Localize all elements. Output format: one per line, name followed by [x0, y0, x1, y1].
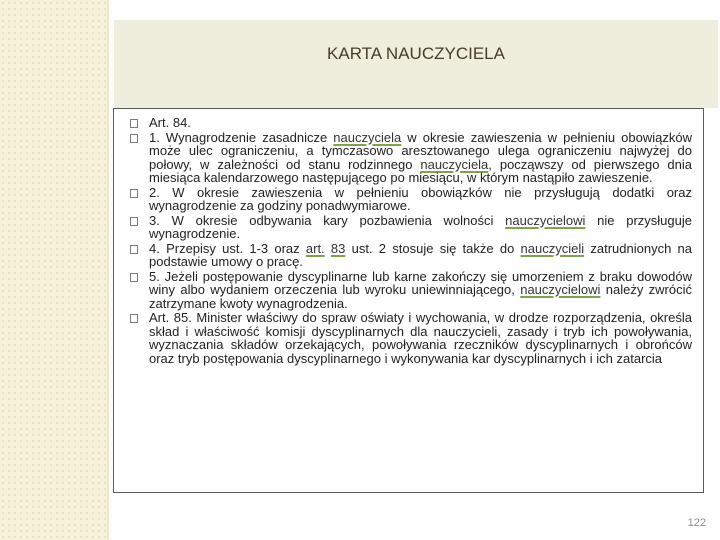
bullet-box-icon [130, 189, 138, 198]
list-item [114, 270, 692, 311]
item-text: Art. 84. [149, 115, 191, 130]
link-nauczycielowi[interactable]: nauczycielowi [505, 212, 586, 228]
page-number: 122 [687, 517, 706, 529]
link-83[interactable]: 83 [330, 240, 346, 256]
side-pattern [0, 0, 107, 540]
item-text: 5. Jeżeli postępowanie dyscyplinarne lub karne zakończy się umorzeniem z braku dowodów winy albo wydaniem orzeczenia lub wyroku uniewinniającego, [149, 268, 692, 297]
item-text: zatrudnionych na podstawie umowy o pracę. [149, 240, 693, 269]
item-text: należy zwrócić zatrzymane kwoty wynagrodzenia. [149, 282, 693, 311]
content-area [114, 116, 692, 366]
bullet-box-icon [130, 119, 138, 128]
list-item [114, 116, 692, 130]
item-text: 3. W okresie odbywania kary pozbawienia wolności [149, 212, 506, 228]
bullet-box-icon [130, 134, 138, 143]
side-divider [107, 0, 109, 540]
bullet-box-icon [130, 314, 138, 323]
list-item [114, 242, 692, 269]
link-nauczyciela[interactable]: nauczyciela [420, 156, 489, 172]
slide-title: KARTA NAUCZYCIELA [327, 44, 505, 63]
item-text: 2. W okresie zawieszenia w pełnieniu obowiązków nie przysługują dodatki oraz wynagrodzenie za godziny ponadwymiarowe. [149, 184, 692, 213]
link-art[interactable]: art. [305, 240, 325, 256]
list-item [114, 214, 692, 241]
bullet-box-icon [130, 273, 138, 282]
item-text: 4. Przepisy ust. 1-3 oraz [149, 240, 306, 256]
link-nauczycieli[interactable]: nauczycieli [520, 240, 585, 256]
bullet-list [114, 116, 692, 365]
item-text: 1. Wynagrodzenie zasadnicze [149, 129, 334, 145]
bullet-box-icon [130, 245, 138, 254]
list-item [114, 311, 692, 365]
item-text: nie przysługuje wynagrodzenie. [149, 212, 692, 241]
item-text: , począwszy od pierwszego dnia miesiąca kalendarzowego następującego po miesiącu, w którym nastąpiło zawieszenie. [149, 156, 692, 185]
list-item [114, 131, 692, 185]
item-text: Art. 85. Minister właściwy do spraw oświaty i wychowania, w drodze rozporządzenia, określa skład i właściwość komisji dyscyplinarnych dla nauczycieli, zasady i tryb ich powoływania, wyznaczania składów orzekających, powoływania rzeczników dyscyplinarnych i obrońców oraz tryb postępowania dyscyplinarnego i wykonywania kar dyscyplinarnych i ich zatarcia [149, 310, 692, 366]
bullet-box-icon [130, 217, 138, 226]
list-item [114, 186, 692, 213]
title-band [114, 20, 718, 108]
item-text: ust. 2 stosuje się także do [345, 240, 521, 256]
link-nauczycielowi[interactable]: nauczycielowi [520, 282, 601, 297]
link-nauczyciela[interactable]: nauczyciela [333, 129, 402, 145]
item-text: w okresie zawieszenia w pełnieniu obowiązków może ulec ograniczeniu, a tymczasowo aresztowanego ulega ograniczeniu najwyżej do połowy, w zależności od stanu rodzinnego [149, 129, 692, 172]
